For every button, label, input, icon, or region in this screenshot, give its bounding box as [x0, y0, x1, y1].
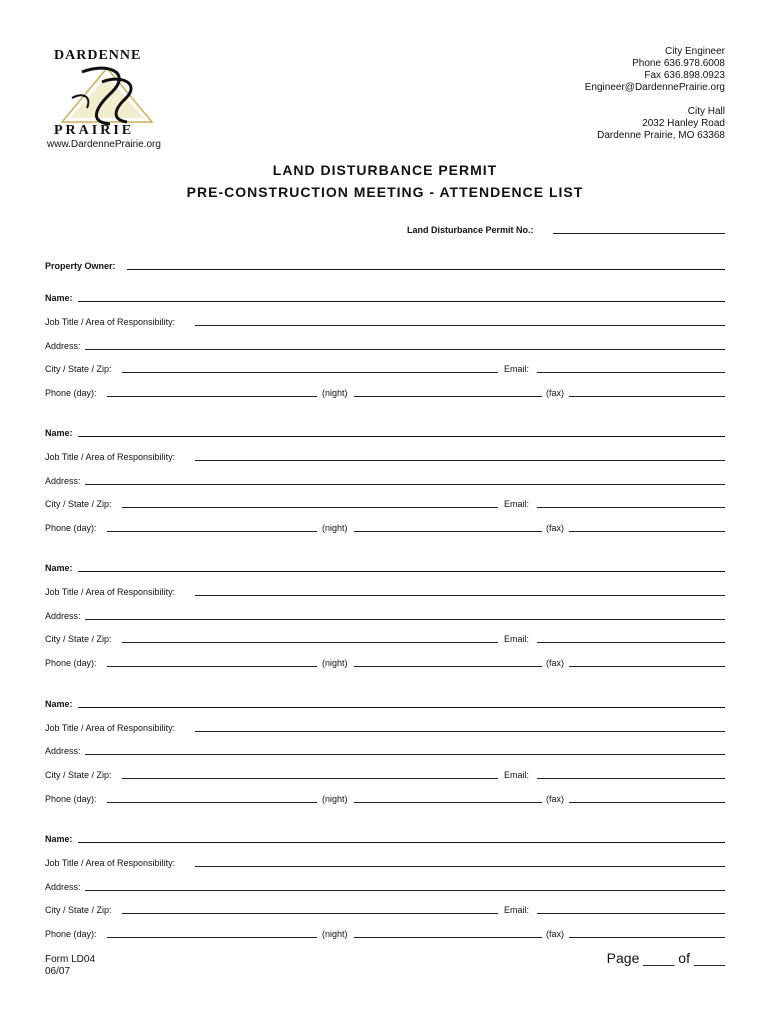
attendee-3-city-row [45, 631, 725, 645]
attendee-3-name-field[interactable] [78, 571, 725, 572]
attendee-2-phone-row [45, 520, 725, 534]
attendee-5-name-row [45, 831, 725, 845]
attendee-5-job-field[interactable] [195, 866, 725, 867]
attendee-4-job-field[interactable] [195, 731, 725, 732]
attendee-5-address-field[interactable] [85, 890, 725, 891]
property-owner-field[interactable] [127, 269, 725, 270]
attendee-4-phone-row [45, 791, 725, 805]
attendee-3-fax-field[interactable] [569, 666, 725, 667]
phone-day-label: Phone (day): [45, 929, 97, 939]
email-label: Email: [504, 770, 530, 780]
attendee-4-job-row [45, 720, 725, 734]
phone-day-label: Phone (day): [45, 658, 97, 668]
attendee-3-name-row [45, 560, 725, 574]
phone-night-label: (night) [322, 388, 348, 398]
city-state-zip-label: City / State / Zip: [45, 905, 112, 915]
attendee-4-name-row [45, 696, 725, 710]
attendee-2-job-row [45, 449, 725, 463]
attendee-5-fax-field[interactable] [569, 937, 725, 938]
phone-night-label: (night) [322, 658, 348, 668]
name-label: Name: [45, 699, 73, 709]
property-owner-row [45, 258, 725, 272]
attendee-5-phone-day-field[interactable] [107, 937, 317, 938]
email-label: Email: [504, 905, 530, 915]
logo-text-top: DARDENNE [54, 48, 142, 63]
name-label: Name: [45, 293, 73, 303]
phone-night-label: (night) [322, 929, 348, 939]
attendee-1-address-field[interactable] [85, 349, 725, 350]
attendee-1-city-field[interactable] [122, 372, 498, 373]
name-label: Name: [45, 428, 73, 438]
attendee-4-phone-night-field[interactable] [354, 802, 542, 803]
name-label: Name: [45, 563, 73, 573]
phone-night-label: (night) [322, 523, 348, 533]
attendee-5-phone-row [45, 926, 725, 940]
contact-title: City Engineer [664, 46, 725, 57]
attendee-1-job-field[interactable] [195, 325, 725, 326]
fax-label: (fax) [546, 794, 564, 804]
attendee-1-name-field[interactable] [78, 301, 725, 302]
contact-fax: Fax 636.898.0923 [644, 70, 725, 81]
phone-day-label: Phone (day): [45, 523, 97, 533]
job-title-label: Job Title / Area of Responsibility: [45, 723, 176, 733]
job-title-label: Job Title / Area of Responsibility: [45, 587, 176, 597]
logo-emblem-icon [52, 62, 162, 128]
attendee-1-city-row [45, 361, 725, 375]
contact-email[interactable]: Engineer@DardennePrairie.org [584, 82, 725, 93]
city-state-zip-label: City / State / Zip: [45, 364, 112, 374]
city-state-zip-label: City / State / Zip: [45, 499, 112, 509]
attendee-2-city-row [45, 496, 725, 510]
permit-number-field[interactable] [553, 233, 725, 234]
email-label: Email: [504, 499, 530, 509]
city-logo [38, 42, 178, 152]
logo-text-bottom: PRAIRIE [54, 123, 135, 138]
property-owner-label: Property Owner: [45, 261, 116, 271]
attendee-2-address-field[interactable] [85, 484, 725, 485]
attendee-2-email-field[interactable] [537, 507, 725, 508]
phone-day-label: Phone (day): [45, 388, 97, 398]
attendee-1-phone-row [45, 385, 725, 399]
attendee-4-address-row [45, 743, 725, 757]
fax-label: (fax) [546, 523, 564, 533]
attendee-3-phone-night-field[interactable] [354, 666, 542, 667]
address-label: Address: [45, 882, 81, 892]
contact-phone: Phone 636.978.6008 [632, 58, 725, 69]
city-state-zip-label: City / State / Zip: [45, 634, 112, 644]
contact-block [585, 46, 725, 142]
attendee-1-email-field[interactable] [537, 372, 725, 373]
attendee-5-email-field[interactable] [537, 913, 725, 914]
email-label: Email: [504, 364, 530, 374]
phone-night-label: (night) [322, 794, 348, 804]
fax-label: (fax) [546, 658, 564, 668]
job-title-label: Job Title / Area of Responsibility: [45, 858, 176, 868]
fax-label: (fax) [546, 388, 564, 398]
attendee-3-phone-row [45, 655, 725, 669]
name-label: Name: [45, 834, 73, 844]
form-footer [45, 954, 95, 978]
job-title-label: Job Title / Area of Responsibility: [45, 452, 176, 462]
address-label: Address: [45, 476, 81, 486]
attendee-1-phone-day-field[interactable] [107, 396, 317, 397]
attendee-2-job-field[interactable] [195, 460, 725, 461]
attendee-4-city-row [45, 767, 725, 781]
address-label: Address: [45, 341, 81, 351]
attendee-3-job-field[interactable] [195, 595, 725, 596]
phone-day-label: Phone (day): [45, 794, 97, 804]
website-link[interactable]: www.DardennePrairie.org [47, 139, 161, 150]
form-date: 06/07 [45, 966, 71, 977]
email-label: Email: [504, 634, 530, 644]
attendee-5-job-row [45, 855, 725, 869]
address-label: Address: [45, 746, 81, 756]
attendee-3-city-field[interactable] [122, 642, 498, 643]
attendee-5-name-field[interactable] [78, 842, 725, 843]
attendee-1-fax-field[interactable] [569, 396, 725, 397]
attendee-2-phone-day-field[interactable] [107, 531, 317, 532]
form-title: LAND DISTURBANCE PERMIT [272, 162, 498, 178]
city-state-zip-label: City / State / Zip: [45, 770, 112, 780]
job-title-label: Job Title / Area of Responsibility: [45, 317, 176, 327]
attendee-4-name-field[interactable] [78, 707, 725, 708]
attendee-4-city-field[interactable] [122, 778, 498, 779]
attendee-3-phone-day-field[interactable] [107, 666, 317, 667]
attendee-2-city-field[interactable] [122, 507, 498, 508]
attendee-4-fax-field[interactable] [569, 802, 725, 803]
attendee-4-address-field[interactable] [85, 754, 725, 755]
attendee-2-name-row [45, 425, 725, 439]
address-label: Address: [45, 611, 81, 621]
contact-office: City Hall [687, 106, 725, 117]
attendee-5-address-row [45, 879, 725, 893]
attendee-2-name-field[interactable] [78, 436, 725, 437]
attendee-2-address-row [45, 473, 725, 487]
attendee-3-job-row [45, 584, 725, 598]
attendee-5-city-row [45, 902, 725, 916]
attendee-4-phone-day-field[interactable] [107, 802, 317, 803]
attendee-1-address-row [45, 338, 725, 352]
attendee-3-email-field[interactable] [537, 642, 725, 643]
attendee-5-city-field[interactable] [122, 913, 498, 914]
attendee-1-phone-night-field[interactable] [354, 396, 542, 397]
attendee-1-name-row [45, 290, 725, 304]
attendee-1-job-row [45, 314, 725, 328]
attendee-5-phone-night-field[interactable] [354, 937, 542, 938]
attendee-4-email-field[interactable] [537, 778, 725, 779]
attendee-3-address-row [45, 608, 725, 622]
contact-street: 2032 Hanley Road [642, 118, 725, 129]
attendee-3-address-field[interactable] [85, 619, 725, 620]
attendee-2-phone-night-field[interactable] [354, 531, 542, 532]
form-subtitle: PRE-CONSTRUCTION MEETING - ATTENDENCE LIST [186, 184, 584, 200]
form-number: Form LD04 [45, 954, 96, 965]
attendee-2-fax-field[interactable] [569, 531, 725, 532]
permit-number-label: Land Disturbance Permit No.: [407, 225, 534, 235]
permit-number-row [45, 222, 725, 236]
fax-label: (fax) [546, 929, 564, 939]
contact-city: Dardenne Prairie, MO 63368 [597, 130, 725, 141]
page-count: Page ____ of ____ [606, 950, 725, 966]
